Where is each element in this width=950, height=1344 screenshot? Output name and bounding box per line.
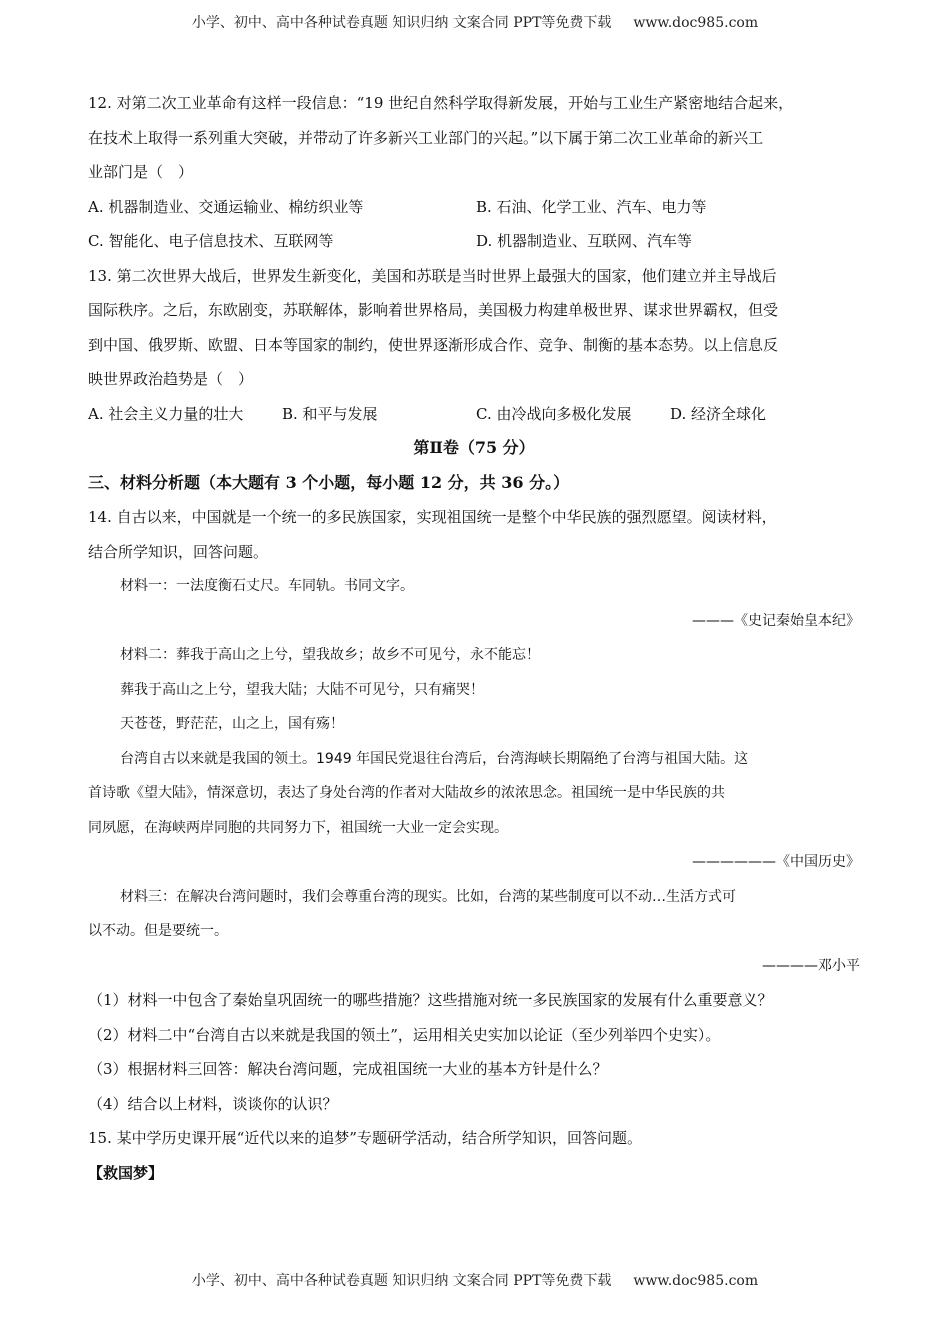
q14-sub3: （3）根据材料三回答：解决台湾问题，完成祖国统一大业的基本方针是什么？ <box>88 1060 608 1078</box>
footer-text: 小学、初中、高中各种试卷真题 知识归纳 文案合同 PPT等免费下载 <box>191 1273 612 1289</box>
q12-line1: 12. 对第二次工业革命有这样一段信息：“19 世纪自然科学取得新发展，开始与工业生产紧密地结合起来， <box>88 94 794 112</box>
part2-title: 第Ⅱ卷（75 分） <box>413 438 535 457</box>
q14-sub2: （2）材料二中“台湾自古以来就是我国的领土”，运用相关史实加以论证（至少列举四个史实）。 <box>88 1025 721 1044</box>
q15-heading: 【救国梦】 <box>88 1163 164 1182</box>
q13-options-row <box>88 397 860 432</box>
q14-material2-line2: 葬我于高山之上兮，望我大陆；大陆不可见兮，只有痛哭！ <box>120 681 484 698</box>
header-text: 小学、初中、高中各种试卷真题 知识归纳 文案合同 PPT等免费下载 <box>191 15 612 31</box>
q14-material2-para3: 同夙愿，在海峡两岸同胞的共同努力下，祖国统一大业一定会实现。 <box>88 819 508 836</box>
q13-option-d: D. 经济全球化 <box>670 404 767 423</box>
q15-line1: 15. 某中学历史课开展“近代以来的追梦”专题研学活动，结合所学知识，回答问题。 <box>88 1129 642 1147</box>
q12-line3: 业部门是（ ） <box>88 163 194 181</box>
q14-material1: 材料一：一法度衡石丈尺。车同轨。书同文字。 <box>120 578 414 594</box>
q14-material3-line2: 以不动。但是要统一。 <box>88 923 228 939</box>
q12-option-b: B. 石油、化学工业、汽车、电力等 <box>476 197 707 216</box>
q12-option-d: D. 机器制造业、互联网、汽车等 <box>476 232 693 250</box>
q14-sub1: （1）材料一中包含了秦始皇巩固统一的哪些措施？这些措施对统一多民族国家的发展有什么重要意义？ <box>88 991 773 1009</box>
q14-material3-source: ————邓小平 <box>762 957 860 974</box>
header-site: www.doc985.com <box>633 15 759 31</box>
q14-line1: 14. 自古以来，中国就是一个统一的多民族国家，实现祖国统一是整个中华民族的强烈愿望。阅读材料， <box>88 508 777 526</box>
footer-site: www.doc985.com <box>633 1273 759 1289</box>
q13-option-b: B. 和平与发展 <box>282 404 378 423</box>
q14-line2: 结合所学知识，回答问题。 <box>88 542 269 561</box>
q14-material3-line1: 材料三：在解决台湾问题时，我们会尊重台湾的现实。比如，台湾的某些制度可以不动…生活方式可 <box>120 888 736 905</box>
page-footer <box>0 1270 950 1290</box>
q12-options-row2 <box>88 224 860 259</box>
q14-material2-para1: 台湾自古以来就是我国的领土。1949 年国民党退往台湾后，台湾海峡长期隔绝了台湾与祖国大陆。这 <box>120 750 749 767</box>
q14-material2-source: ——————《中国历史》 <box>692 854 860 870</box>
page-header <box>0 12 950 32</box>
q12-option-c: C. 智能化、电子信息技术、互联网等 <box>88 232 334 250</box>
q14-sub4: （4）结合以上材料，谈谈你的认识？ <box>88 1094 338 1113</box>
q13-option-a: A. 社会主义力量的壮大 <box>88 404 244 423</box>
q14-material2-para2: 首诗歌《望大陆》，情深意切，表达了身处台湾的作者对大陆故乡的浓浓思念。祖国统一是中华民族的共 <box>88 785 725 801</box>
q14-material2-line1: 材料二：葬我于高山之上兮，望我故乡；故乡不可见兮，永不能忘！ <box>120 647 540 663</box>
section3-title: 三、材料分析题（本大题有 3 个小题，每小题 12 分，共 36 分。） <box>88 472 570 492</box>
q13-line4: 映世界政治趋势是（ ） <box>88 370 254 388</box>
q12-line2: 在技术上取得一系列重大突破，并带动了许多新兴工业部门的兴起。”以下属于第二次工业革命的新兴工 <box>88 128 764 147</box>
q14-material2-line3: 天苍苍，野茫茫，山之上，国有殇！ <box>120 716 344 732</box>
q14-material1-source: ———《史记秦始皇本纪》 <box>692 612 860 629</box>
q13-line3: 到中国、俄罗斯、欧盟、日本等国家的制约，使世界逐渐形成合作、竞争、制衡的基本态势。以上信息反 <box>88 335 779 354</box>
q13-line2: 国际秩序。之后，东欧剧变，苏联解体，影响着世界格局，美国极力构建单极世界、谋求世界霸权，但受 <box>88 301 779 319</box>
q13-option-c: C. 由冷战向多极化发展 <box>476 404 632 423</box>
q12-option-a: A. 机器制造业、交通运输业、棉纺织业等 <box>88 197 364 216</box>
q12-options-row1 <box>88 190 860 225</box>
exam-content <box>88 86 860 1190</box>
q13-line1: 13. 第二次世界大战后，世界发生新变化，美国和苏联是当时世界上最强大的国家，他们建立并主导战后 <box>88 266 777 285</box>
